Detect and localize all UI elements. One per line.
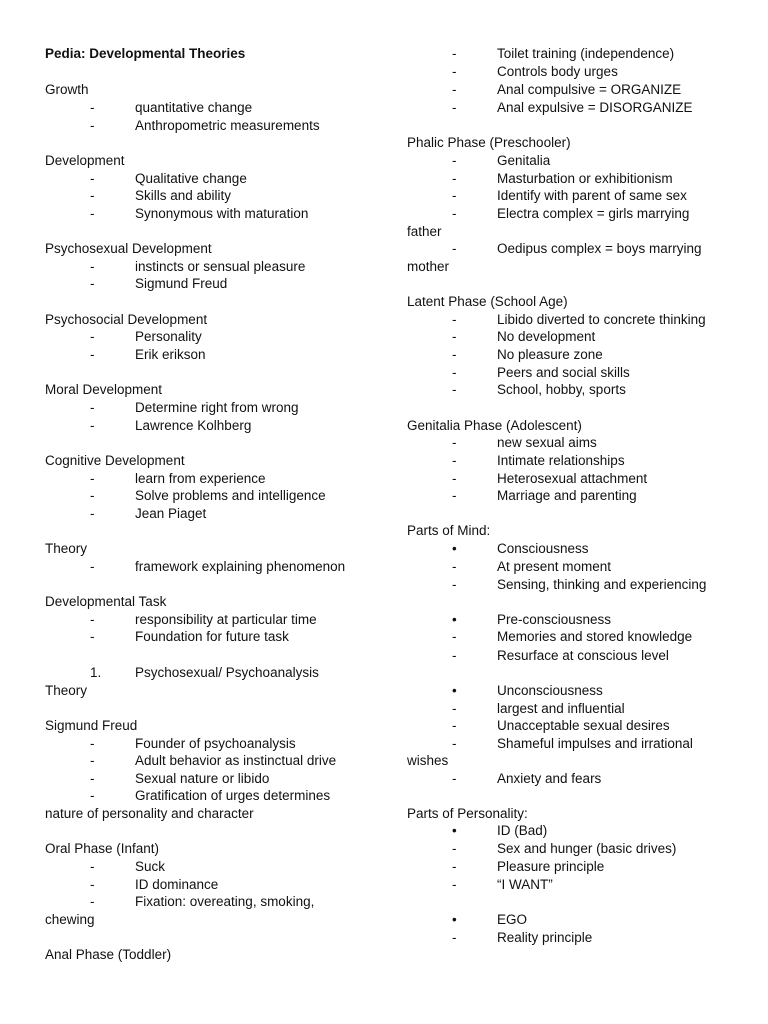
- bullet-text: Electra complex = girls marrying: [497, 206, 690, 221]
- section-heading: Theory: [45, 541, 88, 556]
- bullet-text: Pre-consciousness: [497, 612, 612, 627]
- bullet-text: No development: [497, 329, 596, 344]
- section-heading: Psychosexual Development: [45, 241, 212, 256]
- bullet-marker: -: [452, 382, 457, 397]
- bullet-text: Libido diverted to concrete thinking: [497, 312, 706, 327]
- bullet-text: Sexual nature or libido: [135, 771, 270, 786]
- bullet-text: Genitalia: [497, 153, 551, 168]
- bullet-text: learn from experience: [135, 471, 266, 486]
- bullet-text: Determine right from wrong: [135, 400, 299, 415]
- bullet-text: Masturbation or exhibitionism: [497, 171, 673, 186]
- bullet-text: Suck: [135, 859, 166, 874]
- wrapped-text: father: [407, 224, 442, 239]
- bullet-marker: -: [90, 206, 95, 221]
- bullet-marker: -: [452, 559, 457, 574]
- wrapped-text: Theory: [45, 683, 88, 698]
- bullet-marker: -: [452, 701, 457, 716]
- bullet-marker: -: [90, 612, 95, 627]
- bullet-marker: -: [90, 400, 95, 415]
- bullet-marker: -: [90, 629, 95, 644]
- bullet-marker: •: [452, 683, 457, 698]
- bullet-marker: -: [452, 771, 457, 786]
- bullet-marker: -: [90, 488, 95, 503]
- bullet-marker: -: [90, 347, 95, 362]
- bullet-marker: -: [90, 877, 95, 892]
- section-heading: Growth: [45, 82, 89, 97]
- bullet-text: Toilet training (independence): [497, 46, 675, 61]
- section-heading: Moral Development: [45, 382, 163, 397]
- bullet-marker: -: [452, 171, 457, 186]
- bullet-text: Shameful impulses and irrational: [497, 736, 693, 751]
- bullet-marker: •: [452, 823, 457, 838]
- bullet-marker: -: [90, 329, 95, 344]
- bullet-text: At present moment: [497, 559, 612, 574]
- bullet-text: Jean Piaget: [135, 506, 207, 521]
- bullet-marker: -: [452, 100, 457, 115]
- bullet-text: Unacceptable sexual desires: [497, 718, 670, 733]
- bullet-text: Fixation: overeating, smoking,: [135, 894, 315, 909]
- bullet-text: Sensing, thinking and experiencing: [497, 577, 707, 592]
- bullet-marker: -: [452, 365, 457, 380]
- bullet-marker: -: [90, 736, 95, 751]
- section-heading: Genitalia Phase (Adolescent): [407, 418, 582, 433]
- bullet-marker: -: [452, 82, 457, 97]
- bullet-marker: -: [90, 118, 95, 133]
- bullet-text: ID dominance: [135, 877, 219, 892]
- bullet-text: Memories and stored knowledge: [497, 629, 693, 644]
- document-title: Pedia: Developmental Theories: [45, 46, 246, 61]
- bullet-marker: -: [452, 648, 457, 663]
- section-heading: Sigmund Freud: [45, 718, 138, 733]
- bullet-text: Synonymous with maturation: [135, 206, 309, 221]
- bullet-marker: -: [452, 329, 457, 344]
- bullet-marker: •: [452, 912, 457, 927]
- bullet-text: Anal compulsive = ORGANIZE: [497, 82, 682, 97]
- bullet-text: Skills and ability: [135, 188, 232, 203]
- bullet-text: Erik erikson: [135, 347, 206, 362]
- bullet-text: Anthropometric measurements: [135, 118, 320, 133]
- bullet-text: Anal expulsive = DISORGANIZE: [497, 100, 693, 115]
- bullet-text: Pleasure principle: [497, 859, 605, 874]
- bullet-marker: -: [452, 64, 457, 79]
- bullet-text: instincts or sensual pleasure: [135, 259, 306, 274]
- section-heading: Latent Phase (School Age): [407, 294, 568, 309]
- bullet-text: Consciousness: [497, 541, 589, 556]
- bullet-marker: -: [90, 418, 95, 433]
- bullet-text: quantitative change: [135, 100, 253, 115]
- bullet-text: Adult behavior as instinctual drive: [135, 753, 337, 768]
- bullet-marker: -: [90, 276, 95, 291]
- bullet-marker: -: [452, 859, 457, 874]
- bullet-marker: -: [90, 171, 95, 186]
- bullet-marker: -: [452, 488, 457, 503]
- bullet-marker: -: [90, 259, 95, 274]
- section-heading: Parts of Personality:: [407, 806, 528, 821]
- bullet-text: EGO: [497, 912, 528, 927]
- bullet-text: Heterosexual attachment: [497, 471, 648, 486]
- bullet-text: Unconsciousness: [497, 683, 603, 698]
- bullet-marker: -: [452, 312, 457, 327]
- bullet-text: responsibility at particular time: [135, 612, 317, 627]
- wrapped-text: chewing: [45, 912, 95, 927]
- bullet-marker: -: [90, 859, 95, 874]
- section-heading: Developmental Task: [45, 594, 167, 609]
- bullet-marker: -: [452, 153, 457, 168]
- wrapped-text: mother: [407, 259, 450, 274]
- bullet-text: Psychosexual/ Psychoanalysis: [135, 665, 319, 680]
- bullet-marker: -: [452, 46, 457, 61]
- bullet-marker: -: [90, 506, 95, 521]
- bullet-marker: -: [90, 188, 95, 203]
- bullet-text: Foundation for future task: [135, 629, 289, 644]
- bullet-text: Solve problems and intelligence: [135, 488, 326, 503]
- bullet-marker: -: [90, 559, 95, 574]
- bullet-text: “I WANT”: [497, 877, 553, 892]
- bullet-text: Founder of psychoanalysis: [135, 736, 296, 751]
- bullet-text: largest and influential: [497, 701, 625, 716]
- bullet-marker: -: [452, 718, 457, 733]
- bullet-text: Anxiety and fears: [497, 771, 602, 786]
- bullet-text: Peers and social skills: [497, 365, 630, 380]
- bullet-marker: -: [90, 753, 95, 768]
- bullet-text: Reality principle: [497, 930, 593, 945]
- bullet-text: No pleasure zone: [497, 347, 603, 362]
- bullet-marker: -: [452, 435, 457, 450]
- section-heading: Cognitive Development: [45, 453, 185, 468]
- bullet-marker: •: [452, 612, 457, 627]
- bullet-text: Controls body urges: [497, 64, 618, 79]
- wrapped-text: nature of personality and character: [45, 806, 254, 821]
- bullet-marker: -: [452, 347, 457, 362]
- bullet-marker: -: [452, 736, 457, 751]
- bullet-marker: -: [90, 100, 95, 115]
- bullet-marker: •: [452, 541, 457, 556]
- section-heading: Anal Phase (Toddler): [45, 947, 172, 962]
- section-heading: Phalic Phase (Preschooler): [407, 135, 571, 150]
- bullet-marker: -: [452, 241, 457, 256]
- bullet-marker: -: [452, 471, 457, 486]
- bullet-text: Intimate relationships: [497, 453, 625, 468]
- bullet-marker: -: [90, 771, 95, 786]
- bullet-marker: 1.: [90, 665, 102, 680]
- wrapped-text: wishes: [407, 753, 449, 768]
- bullet-marker: -: [90, 894, 95, 909]
- section-heading: Development: [45, 153, 125, 168]
- bullet-text: Sigmund Freud: [135, 276, 228, 291]
- bullet-marker: -: [452, 930, 457, 945]
- bullet-text: Lawrence Kolhberg: [135, 418, 252, 433]
- bullet-marker: -: [452, 629, 457, 644]
- bullet-text: Oedipus complex = boys marrying: [497, 241, 702, 256]
- section-heading: Oral Phase (Infant): [45, 841, 160, 856]
- section-heading: Psychosocial Development: [45, 312, 208, 327]
- bullet-text: Resurface at conscious level: [497, 648, 669, 663]
- bullet-text: Personality: [135, 329, 202, 344]
- bullet-text: new sexual aims: [497, 435, 597, 450]
- bullet-marker: -: [452, 577, 457, 592]
- bullet-marker: -: [452, 188, 457, 203]
- bullet-marker: -: [452, 206, 457, 221]
- bullet-marker: -: [452, 841, 457, 856]
- bullet-text: ID (Bad): [497, 823, 548, 838]
- section-heading: Parts of Mind:: [407, 523, 491, 538]
- bullet-text: Gratification of urges determines: [135, 788, 331, 803]
- bullet-marker: -: [452, 877, 457, 892]
- bullet-text: Marriage and parenting: [497, 488, 637, 503]
- bullet-marker: -: [452, 453, 457, 468]
- bullet-text: School, hobby, sports: [497, 382, 626, 397]
- bullet-marker: -: [90, 471, 95, 486]
- bullet-text: framework explaining phenomenon: [135, 559, 346, 574]
- bullet-marker: -: [90, 788, 95, 803]
- bullet-text: Sex and hunger (basic drives): [497, 841, 677, 856]
- bullet-text: Qualitative change: [135, 171, 247, 186]
- bullet-text: Identify with parent of same sex: [497, 188, 687, 203]
